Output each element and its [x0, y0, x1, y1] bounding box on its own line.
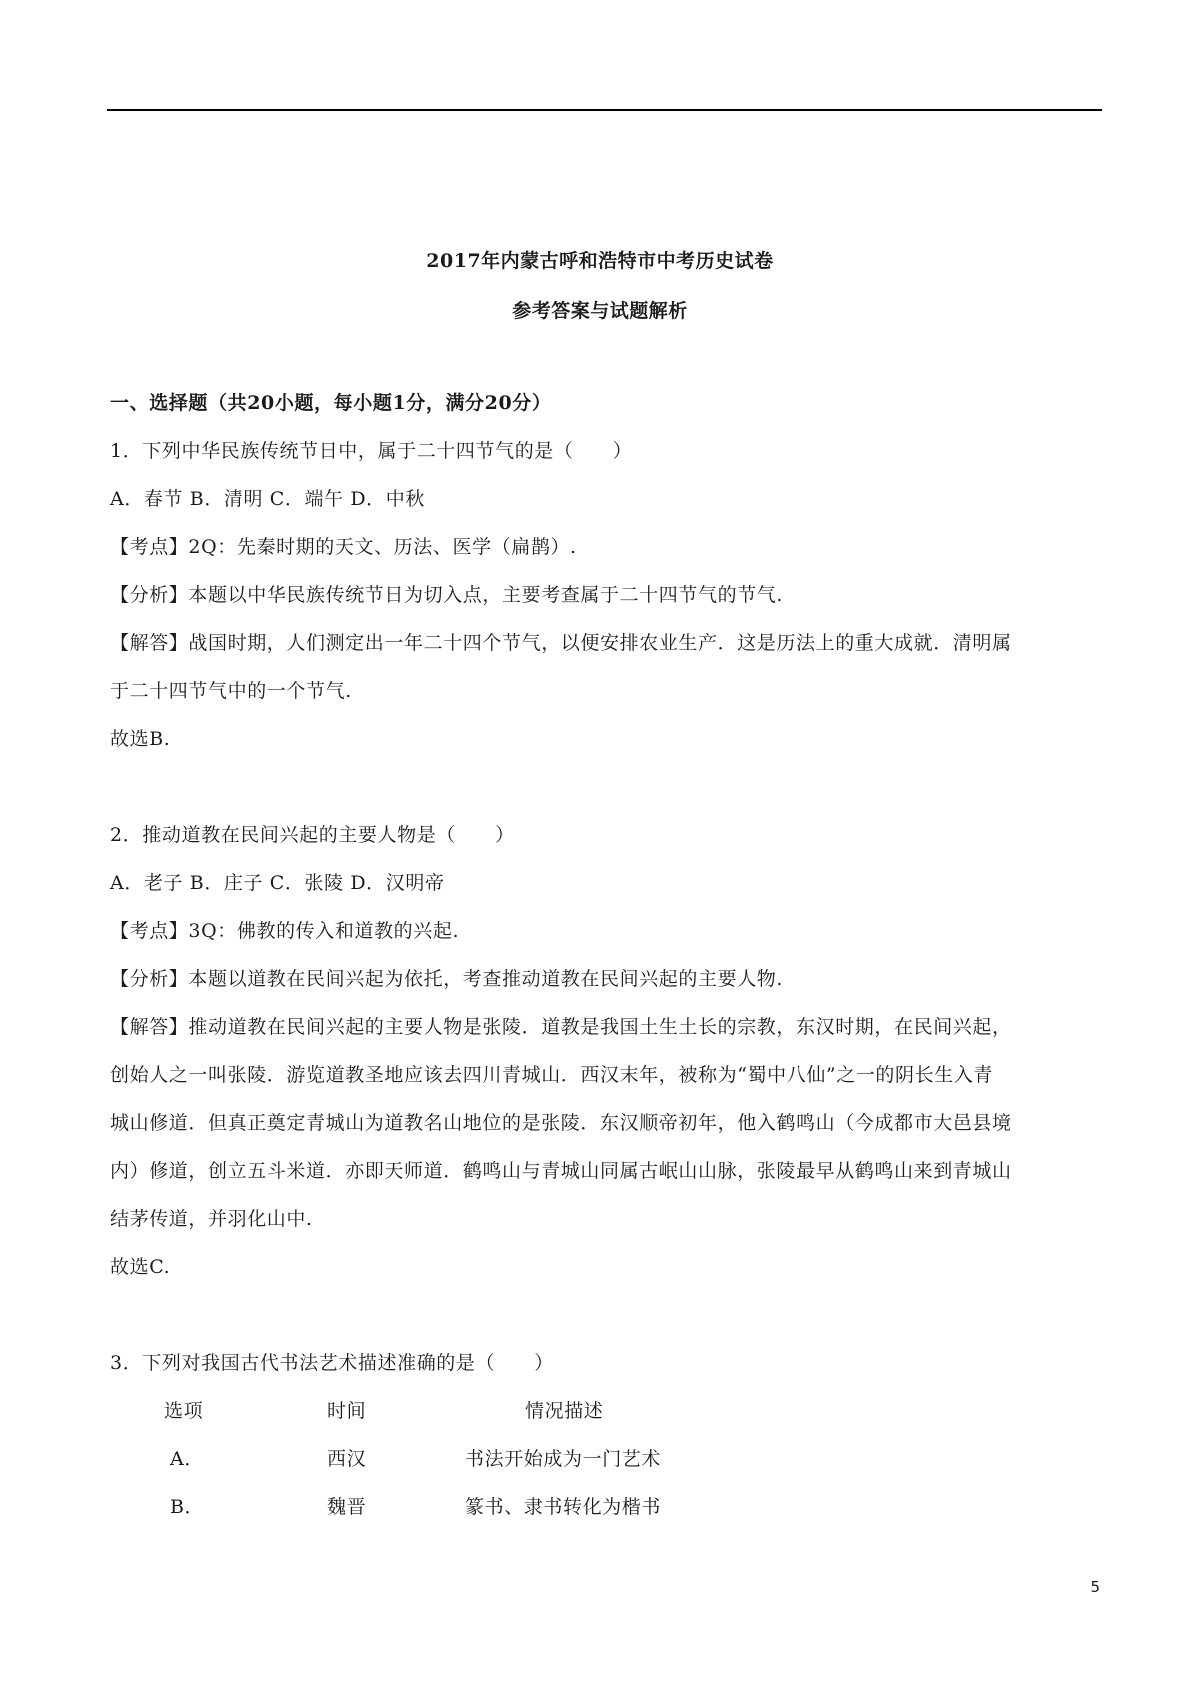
- document-title: 2017年内蒙古呼和浩特市中考历史试卷: [426, 250, 774, 272]
- header-rule: [107, 109, 1102, 111]
- q3-header-description: 情况描述: [525, 1400, 604, 1422]
- q3-row-b-description: 篆书、隶书转化为楷书: [465, 1496, 662, 1518]
- q3-row-b-option: B．: [170, 1496, 205, 1518]
- q3-row-b-time: 魏晋: [327, 1496, 367, 1518]
- q1-fenxi: 【分析】本题以中华民族传统节日为切入点，主要考查属于二十四节气的节气.: [110, 584, 784, 606]
- q1-kaodian: 【考点】2Q：先秦时期的天文、历法、医学（扁鹊）.: [110, 536, 577, 558]
- q3-header-option: 选项: [164, 1400, 204, 1422]
- q2-kaodian: 【考点】3Q：佛教的传入和道教的兴起.: [110, 920, 460, 942]
- q3-row-a-time: 西汉: [327, 1448, 367, 1470]
- q1-answer: 故选B.: [110, 728, 171, 750]
- q2-answer: 故选C.: [110, 1256, 171, 1278]
- q1-options: A．春节 B．清明 C．端午 D．中秋: [110, 488, 425, 510]
- q2-options: A．老子 B．庄子 C．张陵 D．汉明帝: [110, 872, 445, 894]
- page-number: 5: [1090, 1578, 1100, 1596]
- q2-jieda-line-3: 城山修道．但真正奠定青城山为道教名山地位的是张陵．东汉顺帝初年，他入鹤鸣山（今成都市大邑县境: [110, 1112, 1012, 1134]
- document-subtitle: 参考答案与试题解析: [512, 300, 688, 322]
- q1-jieda-line-1: 【解答】战国时期，人们测定出一年二十四个节气，以便安排农业生产．这是历法上的重大成就．清明属: [110, 632, 1012, 654]
- section-heading: 一、选择题（共20小题，每小题1分，满分20分）: [110, 392, 552, 414]
- q3-header-time: 时间: [327, 1400, 367, 1422]
- q3-row-a-description: 书法开始成为一门艺术: [465, 1448, 662, 1470]
- q2-fenxi: 【分析】本题以道教在民间兴起为依托，考查推动道教在民间兴起的主要人物.: [110, 968, 784, 990]
- q3-row-a-option: A．: [170, 1448, 204, 1470]
- q2-jieda-line-5: 结茅传道，并羽化山中.: [110, 1208, 313, 1230]
- q2-jieda-line-2: 创始人之一叫张陵．游览道教圣地应该去四川青城山．西汉末年，被称为“蜀中八仙”之一的阴长生入青: [110, 1064, 994, 1086]
- q1-stem: 1．下列中华民族传统节日中，属于二十四节气的是（ ）: [110, 440, 633, 462]
- q2-stem: 2．推动道教在民间兴起的主要人物是（ ）: [110, 824, 515, 846]
- q1-jieda-line-2: 于二十四节气中的一个节气.: [110, 680, 352, 702]
- q2-jieda-line-4: 内）修道，创立五斗米道．亦即天师道．鹤鸣山与青城山同属古岷山山脉，张陵最早从鹤鸣山来到青城山: [110, 1160, 1012, 1182]
- q3-stem: 3．下列对我国古代书法艺术描述准确的是（ ）: [110, 1352, 554, 1374]
- q2-jieda-line-1: 【解答】推动道教在民间兴起的主要人物是张陵．道教是我国土生土长的宗教，东汉时期，在民间兴起，: [110, 1016, 1012, 1038]
